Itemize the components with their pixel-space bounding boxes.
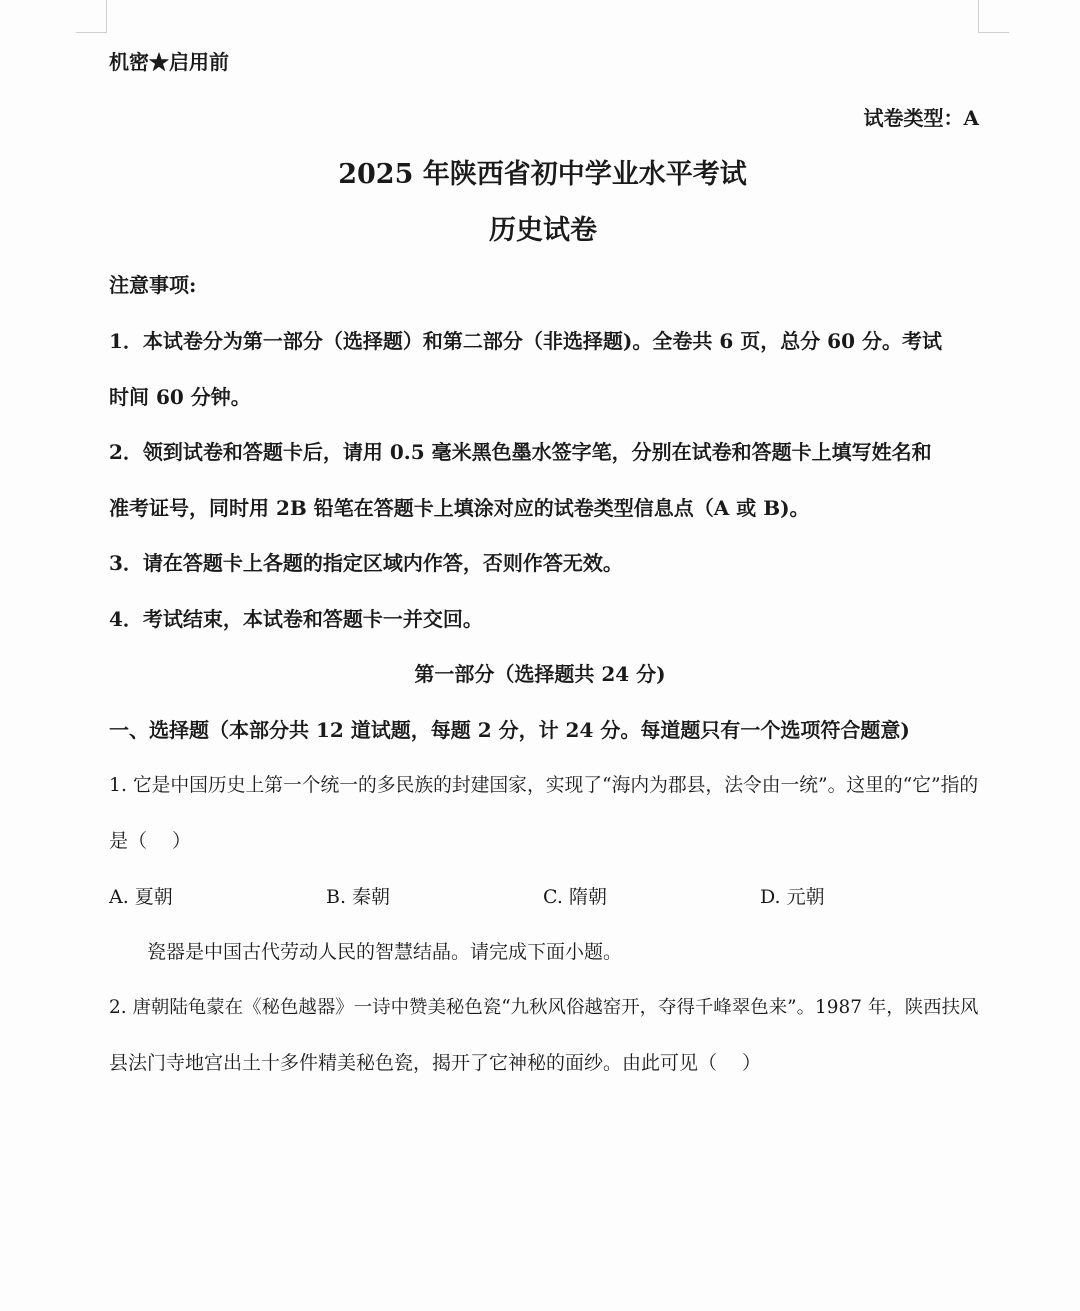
material-intro: 瓷器是中国古代劳动人民的智慧结晶。请完成下面小题。 xyxy=(147,941,623,963)
section-one-heading: 一、选择题（本部分共 12 道试题，每题 2 分，计 24 分。每道题只有一个选项符合题意) xyxy=(109,718,910,742)
paper-type-label: 试卷类型：A xyxy=(863,106,979,130)
question-1-stem-line-2: 是（ ） xyxy=(109,830,192,852)
question-1-option-d: D. 元朝 xyxy=(760,886,825,908)
crop-mark-top-left xyxy=(76,0,107,33)
confidential-label: 机密★启用前 xyxy=(109,50,229,74)
notice-item-2-line-2: 准考证号，同时用 2B 铅笔在答题卡上填涂对应的试卷类型信息点（A 或 B)。 xyxy=(109,496,810,520)
exam-title: 2025 年陕西省初中学业水平考试 xyxy=(338,159,747,190)
question-2-stem-line-1: 2. 唐朝陆龟蒙在《秘色越器》一诗中赞美秘色瓷“九秋风俗越窑开，夺得千峰翠色来”。1987 年，陕西扶风 xyxy=(109,997,979,1018)
question-2-stem-line-2: 县法门寺地宫出土十多件精美秘色瓷，揭开了它神秘的面纱。由此可见（ ） xyxy=(109,1052,762,1074)
notice-item-1-line-2: 时间 60 分钟。 xyxy=(109,385,251,409)
question-1-option-a: A. 夏朝 xyxy=(109,886,173,908)
question-1-option-b: B. 秦朝 xyxy=(326,886,391,908)
notice-heading: 注意事项: xyxy=(109,273,197,297)
question-1-option-c: C. 隋朝 xyxy=(543,886,607,908)
notice-item-3: 3．请在答题卡上各题的指定区域内作答，否则作答无效。 xyxy=(109,551,623,575)
notice-item-1-line-1: 1．本试卷分为第一部分（选择题）和第二部分（非选择题)。全卷共 6 页，总分 60 分。考试 xyxy=(109,329,942,353)
exam-subtitle: 历史试卷 xyxy=(489,215,597,246)
part-one-heading: 第一部分（选择题共 24 分) xyxy=(414,662,666,686)
question-1-stem-line-1: 1. 它是中国历史上第一个统一的多民族的封建国家，实现了“海内为郡县，法令由一统”。这里的“它”指的 xyxy=(109,775,979,796)
notice-item-2-line-1: 2．领到试卷和答题卡后，请用 0.5 毫米黑色墨水签字笔，分别在试卷和答题卡上填写姓名和 xyxy=(109,440,932,464)
crop-mark-top-right xyxy=(978,0,1009,33)
notice-item-4: 4．考试结束，本试卷和答题卡一并交回。 xyxy=(109,607,483,631)
